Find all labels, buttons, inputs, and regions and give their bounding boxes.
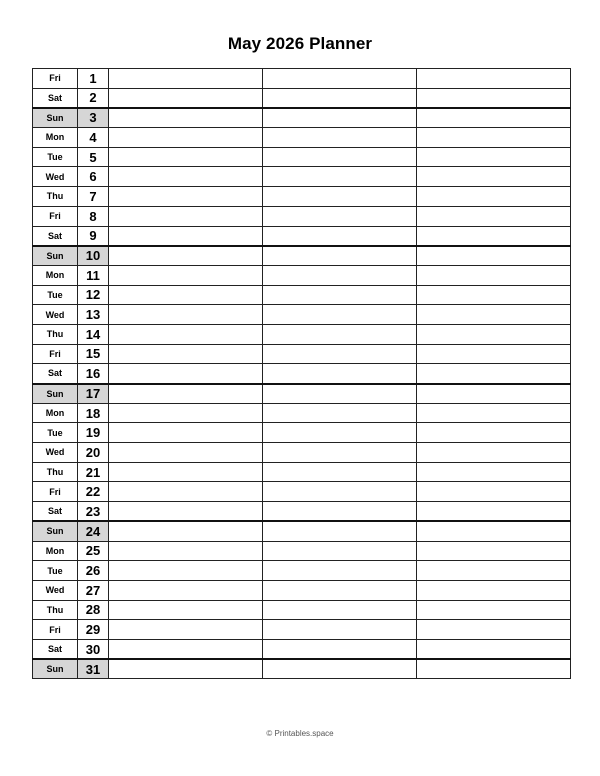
day-row xyxy=(33,108,571,128)
weekday-label: Sat xyxy=(33,639,78,659)
note-cell[interactable] xyxy=(263,324,417,344)
day-number: 9 xyxy=(78,226,109,246)
day-number: 23 xyxy=(78,502,109,522)
day-row xyxy=(33,147,571,167)
weekday-label: Tue xyxy=(33,285,78,305)
day-number: 22 xyxy=(78,482,109,502)
weekday-label: Fri xyxy=(33,69,78,89)
note-cell[interactable] xyxy=(417,423,571,443)
weekday-label: Fri xyxy=(33,206,78,226)
day-number: 24 xyxy=(78,521,109,541)
note-cell[interactable] xyxy=(109,265,263,285)
note-cell[interactable] xyxy=(263,344,417,364)
note-cell[interactable] xyxy=(417,482,571,502)
day-number: 26 xyxy=(78,561,109,581)
note-cell[interactable] xyxy=(417,226,571,246)
note-cell[interactable] xyxy=(417,659,571,679)
day-number: 3 xyxy=(78,108,109,128)
note-cell[interactable] xyxy=(109,324,263,344)
note-cell[interactable] xyxy=(109,187,263,207)
day-number: 20 xyxy=(78,443,109,463)
note-cell[interactable] xyxy=(263,580,417,600)
note-cell[interactable] xyxy=(263,305,417,325)
weekday-label: Wed xyxy=(33,443,78,463)
day-number: 11 xyxy=(78,265,109,285)
day-number: 12 xyxy=(78,285,109,305)
note-cell[interactable] xyxy=(263,600,417,620)
note-cell[interactable] xyxy=(417,443,571,463)
note-cell[interactable] xyxy=(263,285,417,305)
note-cell[interactable] xyxy=(263,187,417,207)
day-row xyxy=(33,246,571,266)
note-cell[interactable] xyxy=(109,147,263,167)
note-cell[interactable] xyxy=(263,541,417,561)
note-cell[interactable] xyxy=(109,580,263,600)
day-row xyxy=(33,443,571,463)
note-cell[interactable] xyxy=(109,206,263,226)
day-number: 14 xyxy=(78,324,109,344)
note-cell[interactable] xyxy=(109,344,263,364)
note-cell[interactable] xyxy=(417,108,571,128)
weekday-label: Sun xyxy=(33,521,78,541)
note-cell[interactable] xyxy=(263,108,417,128)
note-cell[interactable] xyxy=(417,246,571,266)
note-cell[interactable] xyxy=(263,521,417,541)
note-cell[interactable] xyxy=(417,128,571,148)
note-cell[interactable] xyxy=(109,167,263,187)
day-row xyxy=(33,541,571,561)
day-number: 1 xyxy=(78,69,109,89)
day-row xyxy=(33,128,571,148)
note-cell[interactable] xyxy=(109,502,263,522)
note-cell[interactable] xyxy=(263,639,417,659)
note-cell[interactable] xyxy=(263,265,417,285)
note-cell[interactable] xyxy=(263,443,417,463)
note-cell[interactable] xyxy=(263,462,417,482)
note-cell[interactable] xyxy=(109,69,263,89)
note-cell[interactable] xyxy=(109,88,263,108)
note-cell[interactable] xyxy=(263,88,417,108)
day-row xyxy=(33,462,571,482)
day-number: 18 xyxy=(78,403,109,423)
weekday-label: Thu xyxy=(33,462,78,482)
planner-table xyxy=(32,68,571,679)
weekday-label: Mon xyxy=(33,128,78,148)
note-cell[interactable] xyxy=(109,620,263,640)
day-row xyxy=(33,285,571,305)
note-cell[interactable] xyxy=(109,561,263,581)
note-cell[interactable] xyxy=(109,521,263,541)
day-number: 30 xyxy=(78,639,109,659)
note-cell[interactable] xyxy=(109,443,263,463)
day-number: 4 xyxy=(78,128,109,148)
note-cell[interactable] xyxy=(417,620,571,640)
note-cell[interactable] xyxy=(417,541,571,561)
day-row xyxy=(33,206,571,226)
day-number: 25 xyxy=(78,541,109,561)
day-number: 10 xyxy=(78,246,109,266)
note-cell[interactable] xyxy=(417,384,571,404)
note-cell[interactable] xyxy=(263,659,417,679)
day-number: 21 xyxy=(78,462,109,482)
note-cell[interactable] xyxy=(263,167,417,187)
note-cell[interactable] xyxy=(417,580,571,600)
note-cell[interactable] xyxy=(263,561,417,581)
day-number: 28 xyxy=(78,600,109,620)
weekday-label: Tue xyxy=(33,147,78,167)
day-row xyxy=(33,659,571,679)
note-cell[interactable] xyxy=(417,265,571,285)
weekday-label: Wed xyxy=(33,580,78,600)
note-cell[interactable] xyxy=(417,324,571,344)
note-cell[interactable] xyxy=(109,128,263,148)
weekday-label: Thu xyxy=(33,324,78,344)
day-number: 17 xyxy=(78,384,109,404)
day-row xyxy=(33,423,571,443)
weekday-label: Tue xyxy=(33,561,78,581)
note-cell[interactable] xyxy=(417,206,571,226)
day-number: 19 xyxy=(78,423,109,443)
note-cell[interactable] xyxy=(417,502,571,522)
day-number: 7 xyxy=(78,187,109,207)
day-row xyxy=(33,88,571,108)
weekday-label: Fri xyxy=(33,620,78,640)
day-number: 8 xyxy=(78,206,109,226)
note-cell[interactable] xyxy=(109,423,263,443)
day-row xyxy=(33,384,571,404)
note-cell[interactable] xyxy=(417,600,571,620)
day-row xyxy=(33,265,571,285)
day-row xyxy=(33,305,571,325)
note-cell[interactable] xyxy=(109,659,263,679)
day-number: 2 xyxy=(78,88,109,108)
weekday-label: Thu xyxy=(33,600,78,620)
day-row xyxy=(33,561,571,581)
weekday-label: Thu xyxy=(33,187,78,207)
note-cell[interactable] xyxy=(109,108,263,128)
note-cell[interactable] xyxy=(263,226,417,246)
note-cell[interactable] xyxy=(263,403,417,423)
note-cell[interactable] xyxy=(109,541,263,561)
note-cell[interactable] xyxy=(417,403,571,423)
day-number: 16 xyxy=(78,364,109,384)
planner-body xyxy=(33,69,571,679)
day-row xyxy=(33,620,571,640)
note-cell[interactable] xyxy=(417,305,571,325)
note-cell[interactable] xyxy=(417,639,571,659)
day-row xyxy=(33,600,571,620)
note-cell[interactable] xyxy=(263,620,417,640)
day-number: 27 xyxy=(78,580,109,600)
weekday-label: Sun xyxy=(33,384,78,404)
note-cell[interactable] xyxy=(109,246,263,266)
note-cell[interactable] xyxy=(417,167,571,187)
note-cell[interactable] xyxy=(417,187,571,207)
note-cell[interactable] xyxy=(263,502,417,522)
day-row xyxy=(33,187,571,207)
note-cell[interactable] xyxy=(263,364,417,384)
note-cell[interactable] xyxy=(417,88,571,108)
footer-credit: © Printables.space xyxy=(266,729,334,738)
note-cell[interactable] xyxy=(109,226,263,246)
weekday-label: Sat xyxy=(33,88,78,108)
weekday-label: Tue xyxy=(33,423,78,443)
page-title: May 2026 Planner xyxy=(227,34,373,53)
note-cell[interactable] xyxy=(417,344,571,364)
day-row xyxy=(33,226,571,246)
day-number: 6 xyxy=(78,167,109,187)
note-cell[interactable] xyxy=(263,384,417,404)
note-cell[interactable] xyxy=(109,403,263,423)
note-cell[interactable] xyxy=(263,128,417,148)
note-cell[interactable] xyxy=(417,364,571,384)
day-row xyxy=(33,69,571,89)
note-cell[interactable] xyxy=(263,69,417,89)
day-number: 31 xyxy=(78,659,109,679)
note-cell[interactable] xyxy=(109,285,263,305)
note-cell[interactable] xyxy=(263,423,417,443)
note-cell[interactable] xyxy=(263,482,417,502)
weekday-label: Fri xyxy=(33,344,78,364)
weekday-label: Mon xyxy=(33,541,78,561)
weekday-label: Sat xyxy=(33,226,78,246)
day-number: 5 xyxy=(78,147,109,167)
day-row xyxy=(33,344,571,364)
weekday-label: Fri xyxy=(33,482,78,502)
day-row xyxy=(33,403,571,423)
day-row xyxy=(33,482,571,502)
day-number: 29 xyxy=(78,620,109,640)
day-row xyxy=(33,580,571,600)
note-cell[interactable] xyxy=(109,639,263,659)
note-cell[interactable] xyxy=(417,285,571,305)
note-cell[interactable] xyxy=(417,462,571,482)
day-row xyxy=(33,639,571,659)
day-row xyxy=(33,502,571,522)
weekday-label: Sun xyxy=(33,246,78,266)
note-cell[interactable] xyxy=(417,147,571,167)
weekday-label: Mon xyxy=(33,265,78,285)
note-cell[interactable] xyxy=(417,69,571,89)
note-cell[interactable] xyxy=(109,384,263,404)
weekday-label: Wed xyxy=(33,167,78,187)
note-cell[interactable] xyxy=(417,521,571,541)
day-row xyxy=(33,324,571,344)
day-row xyxy=(33,521,571,541)
weekday-label: Sun xyxy=(33,108,78,128)
day-number: 13 xyxy=(78,305,109,325)
day-row xyxy=(33,167,571,187)
note-cell[interactable] xyxy=(109,462,263,482)
weekday-label: Wed xyxy=(33,305,78,325)
note-cell[interactable] xyxy=(109,600,263,620)
note-cell[interactable] xyxy=(109,305,263,325)
day-number: 15 xyxy=(78,344,109,364)
weekday-label: Sat xyxy=(33,364,78,384)
weekday-label: Mon xyxy=(33,403,78,423)
note-cell[interactable] xyxy=(417,561,571,581)
day-row xyxy=(33,364,571,384)
weekday-label: Sat xyxy=(33,502,78,522)
note-cell[interactable] xyxy=(109,364,263,384)
note-cell[interactable] xyxy=(263,147,417,167)
weekday-label: Sun xyxy=(33,659,78,679)
note-cell[interactable] xyxy=(109,482,263,502)
note-cell[interactable] xyxy=(263,246,417,266)
note-cell[interactable] xyxy=(263,206,417,226)
